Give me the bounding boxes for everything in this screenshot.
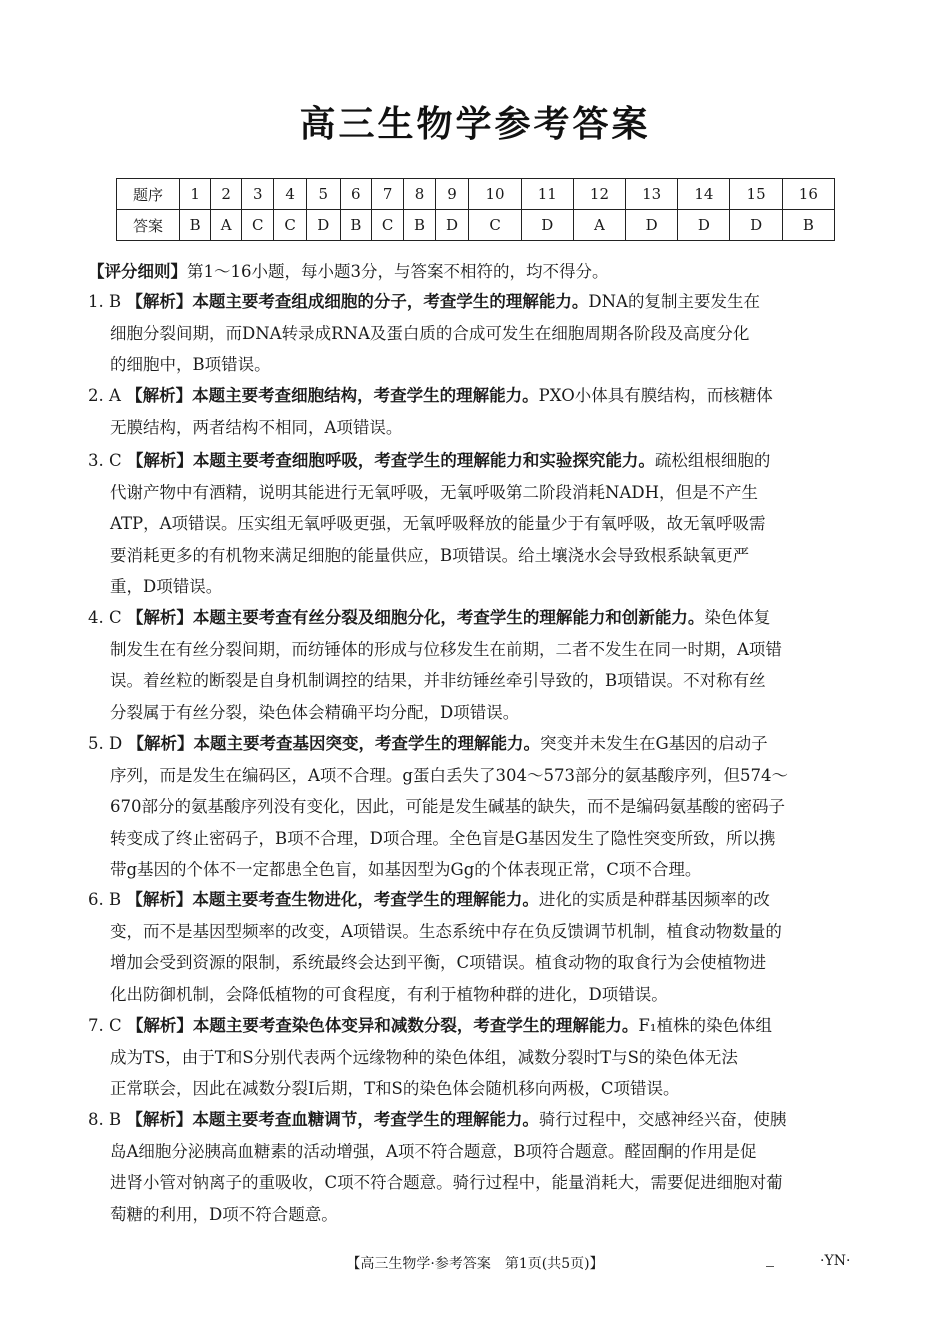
analysis-heading: 【解析】本题主要考查生物进化，考查学生的理解能力。 bbox=[126, 890, 539, 909]
divider bbox=[766, 1266, 774, 1267]
answer-cell: C bbox=[242, 210, 274, 241]
explanation-line: 成为TS，由于T和S分别代表两个远缘物种的染色体组，减数分裂时T与S的染色体无法 bbox=[110, 1047, 738, 1067]
explanation-line: 的细胞中，B项错误。 bbox=[110, 355, 271, 374]
question-number-cell: 10 bbox=[469, 179, 521, 210]
answer-prefix: 3. C bbox=[88, 451, 122, 470]
explanation-line: 序列，而是发生在编码区，A项不合理。g蛋白丢失了304～573部分的氨基酸序列，但574～ bbox=[110, 765, 788, 785]
explanation-line: 正常联会，因此在减数分裂Ⅰ后期，T和S的染色体会随机移向两极，C项错误。 bbox=[110, 1079, 680, 1098]
question-number-cell: 7 bbox=[371, 179, 403, 210]
explanation-line: 细胞分裂间期，而DNA转录成RNA及蛋白质的合成可发生在细胞周期各阶段及高度分化 bbox=[110, 323, 750, 343]
explanation-text: 疏松组根细胞的 bbox=[654, 451, 771, 470]
explanation-line: 进肾小管对钠离子的重吸收，C项不符合题意。骑行过程中，能量消耗大，需要促进细胞对葡 bbox=[110, 1173, 783, 1192]
question-number-cell: 6 bbox=[340, 179, 371, 210]
answer-prefix: 6. B bbox=[88, 890, 122, 909]
explanation-line bbox=[88, 1104, 862, 1136]
explanation-line: 代谢产物中有酒精，说明其能进行无氧呼吸，无氧呼吸第二阶段消耗NADH，但是不产生 bbox=[110, 482, 758, 502]
explanation-text: 染色体复 bbox=[704, 608, 771, 627]
scoring-rule-label: 【评分细则】 bbox=[88, 262, 187, 281]
explanation-line: 变，而不是基因型频率的改变，A项错误。生态系统中存在负反馈调节机制，植食动物数量的 bbox=[110, 921, 782, 941]
answer-prefix: 7. C bbox=[88, 1016, 122, 1035]
answer-cell: D bbox=[435, 210, 469, 241]
question-number-cell: 13 bbox=[626, 179, 678, 210]
answer-cell: A bbox=[573, 210, 625, 241]
answer-prefix: 4. C bbox=[88, 608, 122, 627]
explanation-line bbox=[88, 728, 862, 760]
answer-cell: B bbox=[340, 210, 371, 241]
answer-cell: C bbox=[469, 210, 521, 241]
question-explanation bbox=[88, 1010, 862, 1105]
analysis-heading: 【解析】本题主要考查有丝分裂及细胞分化，考查学生的理解能力和创新能力。 bbox=[126, 608, 705, 627]
answer-prefix: 2. A bbox=[88, 386, 121, 405]
question-number-cell: 9 bbox=[435, 179, 469, 210]
answer-cell: C bbox=[274, 210, 306, 241]
table-row-label: 答案 bbox=[117, 210, 180, 241]
explanation-line: ATP，A项错误。压实组无氧呼吸更强，无氧呼吸释放的能量少于有氧呼吸，故无氧呼吸需 bbox=[110, 514, 766, 533]
answer-prefix: 5. D bbox=[88, 734, 123, 753]
answer-cell: D bbox=[678, 210, 730, 241]
analysis-heading: 【解析】本题主要考查染色体变异和减数分裂，考查学生的理解能力。 bbox=[126, 1016, 639, 1035]
analysis-heading: 【解析】本题主要考查组成细胞的分子，考查学生的理解能力。 bbox=[126, 292, 589, 311]
page-title: 高三生物学参考答案 bbox=[299, 104, 651, 145]
question-number-cell: 8 bbox=[404, 179, 435, 210]
question-explanation bbox=[88, 286, 862, 381]
explanation-text: F₁植株的染色体组 bbox=[638, 1016, 772, 1035]
analysis-heading: 【解析】本题主要考查血糖调节，考查学生的理解能力。 bbox=[126, 1110, 539, 1129]
answer-cell: B bbox=[404, 210, 435, 241]
explanation-line bbox=[88, 286, 862, 318]
question-number-cell: 12 bbox=[573, 179, 625, 210]
question-explanation bbox=[88, 1104, 862, 1230]
answer-table bbox=[116, 178, 835, 241]
scoring-rule bbox=[88, 258, 609, 282]
explanation-text: 突变并未发生在G基因的启动子 bbox=[539, 734, 768, 753]
question-explanation bbox=[88, 728, 862, 886]
table-row-label: 题序 bbox=[117, 179, 180, 210]
answer-cell: C bbox=[371, 210, 403, 241]
answer-cell: A bbox=[211, 210, 242, 241]
question-number-cell: 5 bbox=[306, 179, 340, 210]
page-footer: 【高三生物学·参考答案 第1页(共5页)】 bbox=[346, 1256, 604, 1272]
question-number-cell: 14 bbox=[678, 179, 730, 210]
question-number-cell: 3 bbox=[242, 179, 274, 210]
question-number-cell: 16 bbox=[782, 179, 834, 210]
answer-cell: D bbox=[730, 210, 782, 241]
explanation-line bbox=[88, 602, 862, 634]
question-number-cell: 1 bbox=[180, 179, 211, 210]
explanation-line bbox=[88, 445, 862, 477]
explanation-line: 增加会受到资源的限制，系统最终会达到平衡，C项错误。植食动物的取食行为会使植物进 bbox=[110, 953, 767, 972]
explanation-line: 分裂属于有丝分裂，染色体会精确平均分配，D项错误。 bbox=[110, 702, 520, 722]
question-explanation bbox=[88, 445, 862, 603]
explanation-line bbox=[88, 884, 862, 916]
explanation-line: 萄糖的利用，D项不符合题意。 bbox=[110, 1204, 338, 1224]
answer-prefix: 1. B bbox=[88, 292, 122, 311]
explanation-line: 岛A细胞分泌胰高血糖素的活动增强，A项不符合题意，B项符合题意。醛固酮的作用是促 bbox=[110, 1141, 757, 1161]
table-row-answers bbox=[117, 210, 835, 241]
question-number-cell: 11 bbox=[521, 179, 573, 210]
answer-cell: B bbox=[180, 210, 211, 241]
explanation-text: 骑行过程中，交感神经兴奋，使胰 bbox=[538, 1110, 787, 1129]
explanation-line: 带g基因的个体不一定都患全色盲，如基因型为Gg的个体表现正常，C项不合理。 bbox=[110, 860, 702, 879]
region-tag: ·YN· bbox=[820, 1253, 851, 1269]
question-number-cell: 15 bbox=[730, 179, 782, 210]
explanation-line: 制发生在有丝分裂间期，而纺锤体的形成与位移发生在前期，二者不发生在同一时期，A项错 bbox=[110, 639, 782, 659]
answer-cell: D bbox=[306, 210, 340, 241]
answer-cell: D bbox=[521, 210, 573, 241]
analysis-heading: 【解析】本题主要考查基因突变，考查学生的理解能力。 bbox=[127, 734, 540, 753]
question-number-cell: 2 bbox=[211, 179, 242, 210]
question-explanation bbox=[88, 602, 862, 728]
explanation-line: 重，D项错误。 bbox=[110, 577, 223, 596]
explanation-line: 化出防御机制，会降低植物的可食程度，有利于植物种群的进化，D项错误。 bbox=[110, 984, 668, 1004]
explanation-line: 无膜结构，两者结构不相同，A项错误。 bbox=[110, 417, 403, 437]
answer-prefix: 8. B bbox=[88, 1110, 122, 1129]
explanation-line bbox=[88, 380, 862, 412]
explanation-line: 误。着丝粒的断裂是自身机制调控的结果，并非纺锤丝牵引导致的，B项错误。不对称有丝 bbox=[110, 671, 766, 690]
question-explanation bbox=[88, 884, 862, 1010]
explanation-line: 转变成了终止密码子，B项不合理，D项合理。全色盲是G基因发生了隐性突变所致，所以携 bbox=[110, 828, 776, 848]
question-number-cell: 4 bbox=[274, 179, 306, 210]
explanation-line: 要消耗更多的有机物来满足细胞的能量供应，B项错误。给土壤浇水会导致根系缺氧更严 bbox=[110, 545, 750, 565]
explanation-text: 进化的实质是种群基因频率的改 bbox=[538, 890, 770, 909]
explanation-text: DNA的复制主要发生在 bbox=[588, 292, 760, 311]
explanation-line bbox=[88, 1010, 862, 1042]
scoring-rule-text: 第1～16小题，每小题3分，与答案不相符的，均不得分。 bbox=[187, 262, 609, 281]
explanation-text: PXO小体具有膜结构，而核糖体 bbox=[538, 386, 773, 405]
answer-cell: B bbox=[782, 210, 834, 241]
answer-cell: D bbox=[626, 210, 678, 241]
explanation-line: 670部分的氨基酸序列没有变化，因此，可能是发生碱基的缺失，而不是编码氨基酸的密码子 bbox=[110, 797, 785, 816]
table-row-numbers bbox=[117, 179, 835, 210]
analysis-heading: 【解析】本题主要考查细胞结构，考查学生的理解能力。 bbox=[126, 386, 539, 405]
question-explanation bbox=[88, 380, 862, 443]
analysis-heading: 【解析】本题主要考查细胞呼吸，考查学生的理解能力和实验探究能力。 bbox=[126, 451, 655, 470]
